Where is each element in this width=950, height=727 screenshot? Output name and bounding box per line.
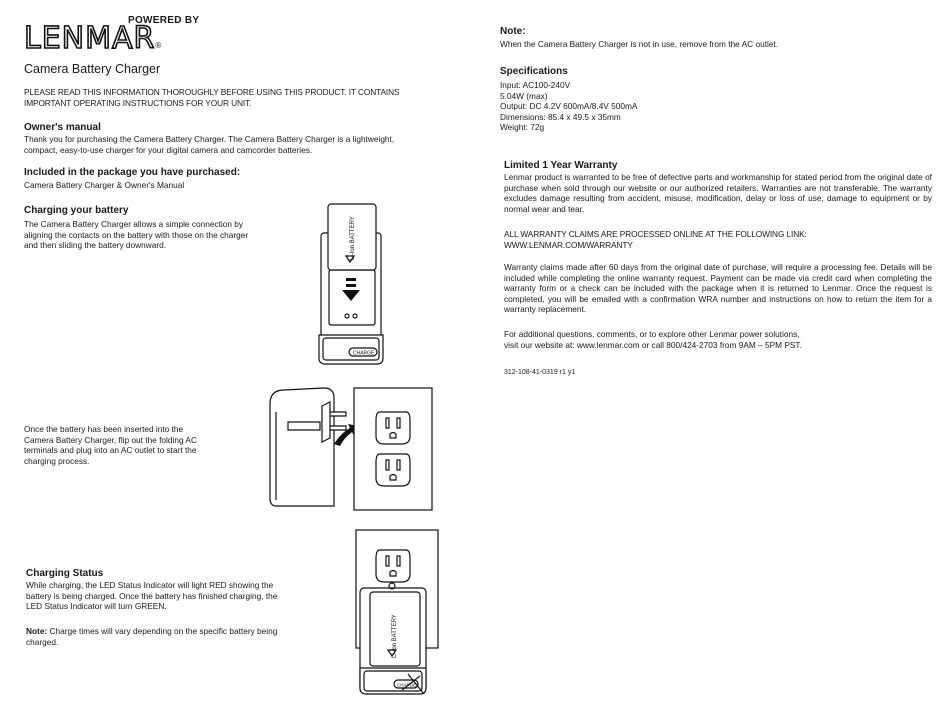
spec-line: Dimensions: 85.4 x 49.5 x 35mm [500, 111, 621, 122]
warranty-paragraph-2: Warranty claims made after 60 days from the original date of purchase, will require a processing fee. Details will be included while completing the online warranty request. Payment can be made via credit card when completing the warranty form or a check can be included with the package when it is returned to Lenmar. Once the request is completed, you will be emailed with a confirmation WRA number and instructions on how to return the item for a warranty replacement. [504, 262, 932, 315]
owners-manual-heading: Owner's manual [24, 122, 101, 133]
battery-insertion-illustration [312, 198, 392, 368]
warranty-heading: Limited 1 Year Warranty [504, 160, 618, 171]
spec-line: Output: DC 4.2V 600mA/8.4V 500mA [500, 101, 638, 112]
battery-label-2: Li-Ion BATTERY [392, 614, 398, 658]
battery-label-1: Li-Ion BATTERY [350, 216, 356, 260]
status-note [26, 626, 281, 647]
brand-wordmark: LENMAR [24, 21, 156, 56]
registered-mark: ® [155, 41, 162, 50]
warranty-paragraph-1: Lenmar product is warranted to be free of defective parts and workmanship for stated period from the original date of purchase when sold through our website or our authorized retailers. Warranties are not transferable. The warranty excludes damage resulting from accident, misuse, modification, delay or loss of use, damage to equipment or by normal wear and tear. [504, 172, 932, 214]
charging-text: The Camera Battery Charger allows a simple connection by aligning the contacts on the battery with those on the charger and then sliding the battery downward. [24, 219, 249, 251]
charging-status-heading: Charging Status [26, 568, 104, 579]
plug-into-outlet-illustration [262, 382, 442, 512]
owners-manual-text: Thank you for purchasing the Camera Battery Charger. The Camera Battery Charger is a lightweight, compact, easy-to-use charger for your digital camera and camcorder batteries. [24, 134, 395, 155]
charging-status-text: While charging, the LED Status Indicator will light RED showing the battery is being charged. Once the battery has finished charging, the LED Status Indicator will turn GREEN. [26, 580, 278, 612]
contact-line-2: visit our website at: www.lenmar.com or call 800/424-2703 from 9AM – 5PM PST. [504, 340, 802, 350]
powered-by-label: POWERED BY [128, 15, 200, 26]
warranty-claims-line-1: ALL WARRANTY CLAIMS ARE PROCESSED ONLINE AT THE FOLLOWING LINK: [504, 229, 807, 239]
package-text: Camera Battery Charger & Owner's Manual [24, 180, 185, 190]
outlet-instructions-text: Once the battery has been inserted into the Camera Battery Charger, flip out the folding AC terminals and plug into an AC outlet to start the charging process. [24, 424, 197, 466]
intro-warning: PLEASE READ THIS INFORMATION THOROUGHLY BEFORE USING THIS PRODUCT. IT CONTAINS IMPORTANT OPERATING INSTRUCTIONS FOR YOUR UNIT. [24, 87, 400, 108]
charge-led-label-1: CHARGE [353, 350, 375, 357]
spec-line: Weight: 72g [500, 122, 545, 133]
status-note-text: Charge times will vary depending on the specific battery being charged. [26, 626, 278, 647]
plugged-in-charging-illustration [352, 528, 444, 698]
note-text: When the Camera Battery Charger is not in use, remove from the AC outlet. [500, 39, 779, 49]
status-note-label: Note: [26, 626, 48, 636]
charging-heading: Charging your battery [24, 205, 129, 216]
lenmar-logo [24, 21, 162, 56]
note-heading: Note: [500, 26, 526, 37]
specifications-list [500, 80, 637, 133]
contact-line-1: For additional questions, comments, or to explore other Lenmar power solutions, [504, 329, 800, 339]
spec-line: 5.04W (max) [500, 90, 548, 101]
charge-led-label-2: CHARGE [397, 682, 417, 688]
document-code: 312-108-41-0319 r1 y1 [504, 369, 576, 376]
page-title: Camera Battery Charger [24, 62, 161, 76]
spec-line: Input: AC100-240V [500, 80, 571, 90]
package-heading: Included in the package you have purchased: [24, 167, 241, 178]
specifications-heading: Specifications [500, 66, 568, 77]
warranty-claims-link[interactable]: WWW.LENMAR.COM/WARRANTY [504, 240, 633, 250]
